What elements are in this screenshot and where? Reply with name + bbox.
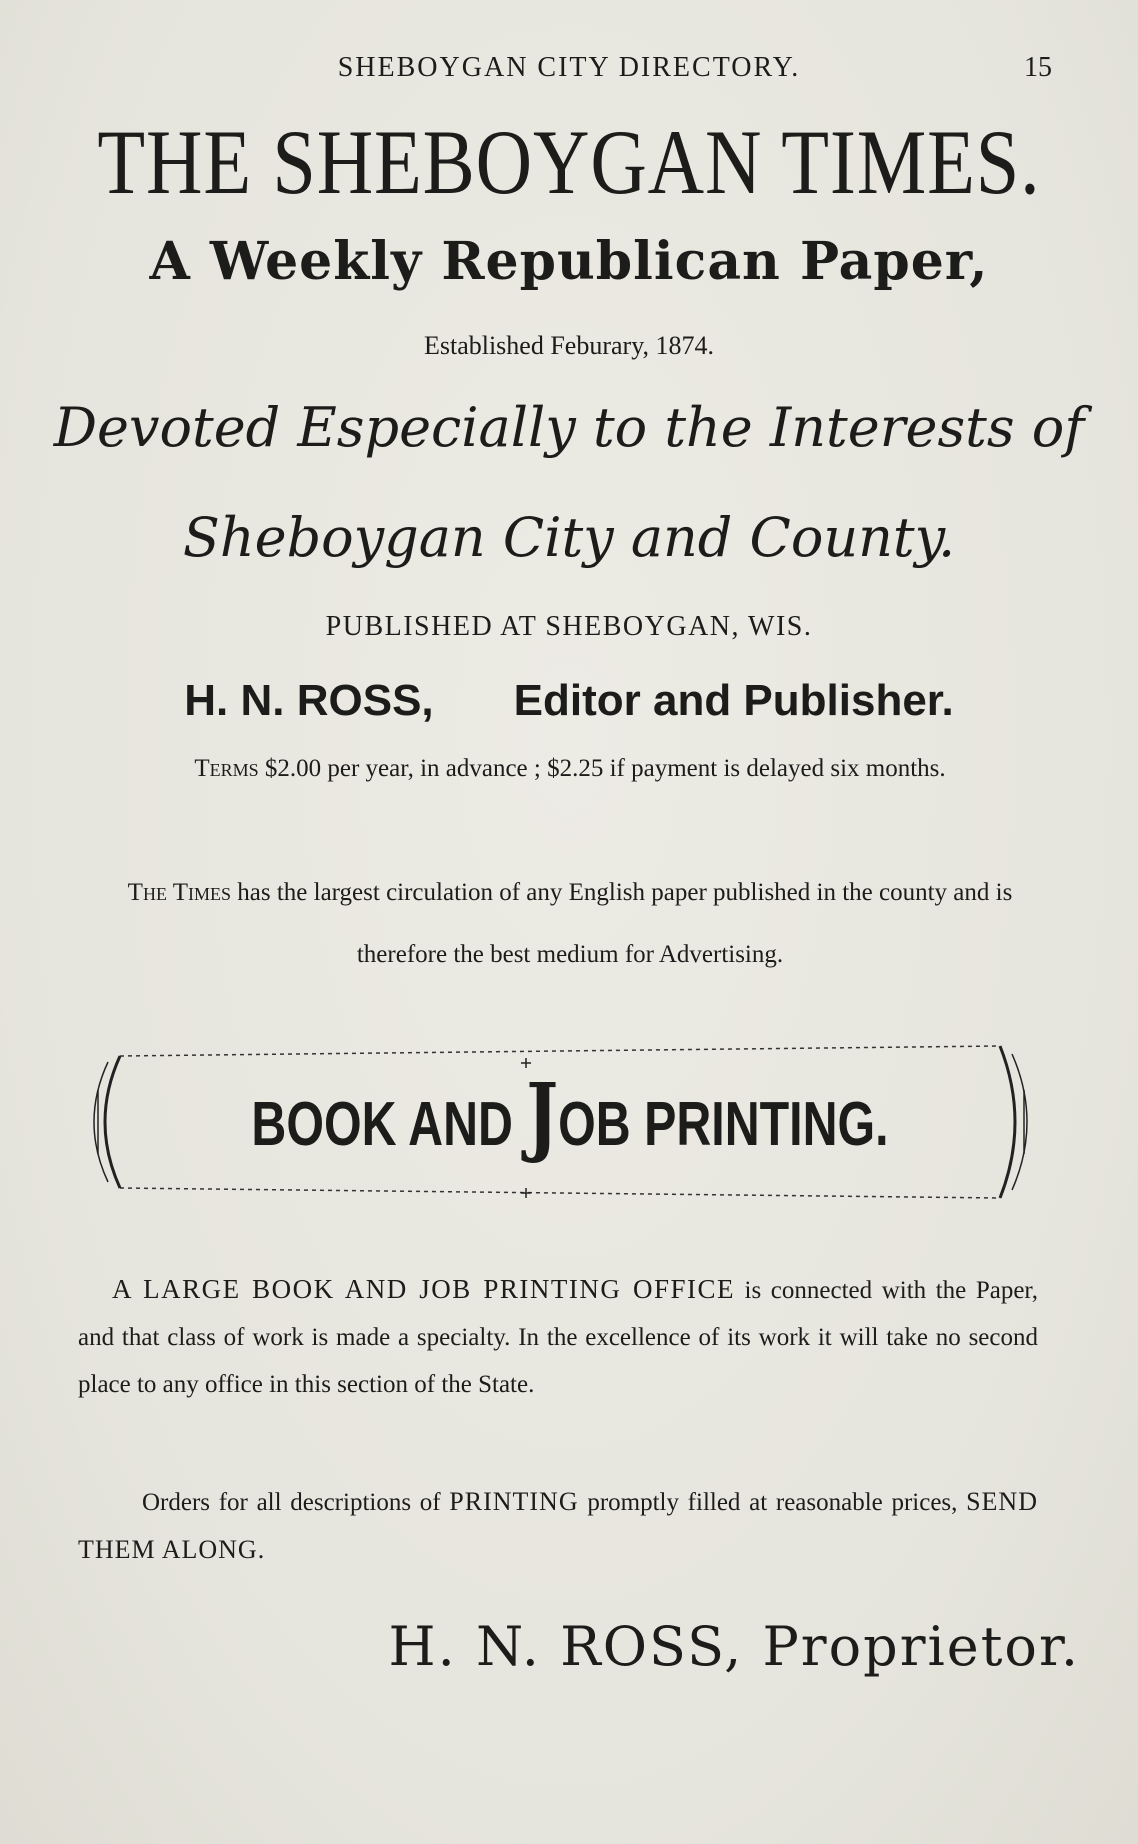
established-date: Established Feburary, 1874. [423,331,715,360]
running-head: SHEBOYGAN CITY DIRECTORY. [337,52,801,83]
proprietor-signature: H. N. ROSS, Proprietor. [388,1615,1080,1678]
devoted-line-2: Sheboygan City and County. [182,506,956,569]
circulation-note [80,862,1060,986]
terms-label: Terms [194,755,259,782]
devoted-line-1: Devoted Especially to the Interests of [53,396,1085,459]
subscription-terms [80,738,1060,800]
banner-text: BOOK AND JOB PRINTING. [251,1065,889,1166]
newspaper-title: THE SHEBOYGAN TIMES. [97,111,1041,213]
page-number: 15 [1024,52,1052,83]
editor-name: H. N. ROSS, [184,676,434,725]
editor-line [0,675,1138,727]
fancy-initial: J [526,1065,559,1166]
published-at: PUBLISHED AT SHEBOYGAN, WIS. [325,611,813,642]
newspaper-subtitle: A Weekly Republican Paper, [149,231,989,292]
page-header [0,52,1138,92]
circulation-label: The Times [127,879,232,906]
printing-banner [80,1040,1060,1200]
circulation-text: has the largest circulation of any English paper published in the county and is therefore the best medium for Advertising. [231,879,1013,968]
printing-office-paragraph: A LARGE BOOK AND JOB PRINTING OFFICE is connected with the Paper, and that class of work is made a specialty. In the excellence of its work it will take no second place to any office in this section of the State. [78,1274,1039,1398]
editor-role: Editor and Publisher. [513,676,954,725]
terms-text: $2.00 per year, in advance ; $2.25 if payment is delayed six months. [258,755,946,782]
orders-paragraph: Orders for all descriptions of PRINTING promptly filled at reasonable prices, SEND THEM ALONG. [78,1487,1038,1564]
